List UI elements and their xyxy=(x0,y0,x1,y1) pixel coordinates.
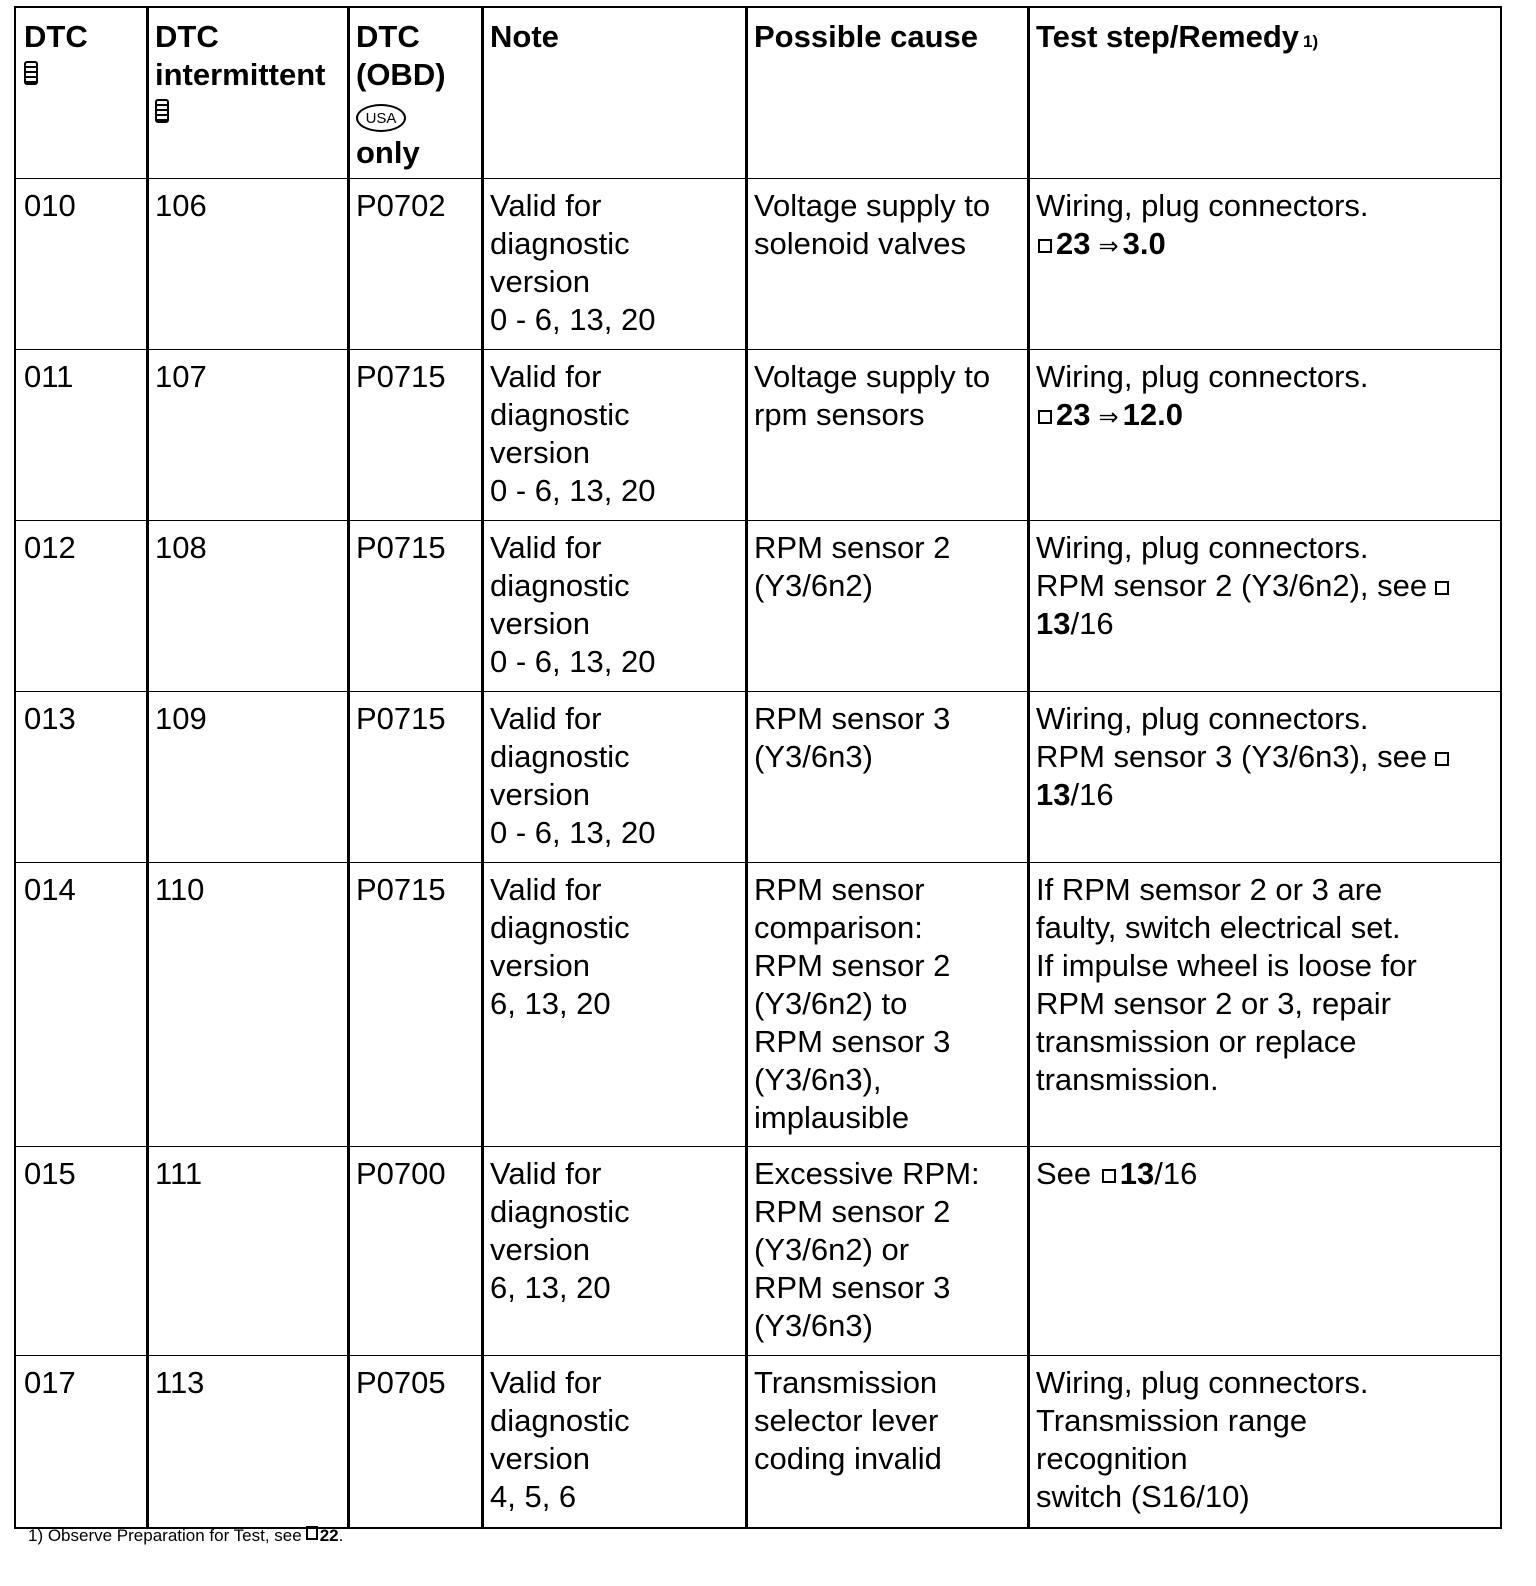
cell-dtc: 017 xyxy=(16,1356,147,1527)
arrow-right-icon: ⇒ xyxy=(1098,404,1119,431)
cell-intermittent: 108 xyxy=(147,521,348,692)
table-row xyxy=(16,521,1500,692)
header-row xyxy=(16,8,1500,179)
footnote: 1) Observe Preparation for Test, see 22. xyxy=(28,1526,344,1545)
table-row xyxy=(16,863,1500,1147)
document-ref-icon xyxy=(1102,1169,1116,1183)
arrow-right-icon: ⇒ xyxy=(1098,233,1119,260)
cell-obd: P0705 xyxy=(348,1356,482,1527)
cell-intermittent: 113 xyxy=(147,1356,348,1527)
dtc-table-wrapper xyxy=(14,6,1498,1529)
cell-note: Valid for diagnostic version 6, 13, 20 xyxy=(482,863,746,1147)
table-row xyxy=(16,1147,1500,1356)
cell-remedy: Wiring, plug connectors. Transmission range recognition switch (S16/10) xyxy=(1028,1356,1500,1527)
cell-obd: P0715 xyxy=(348,350,482,521)
cell-remedy: See 13/16 xyxy=(1028,1147,1500,1356)
document-ref-icon xyxy=(1038,410,1052,424)
table-row xyxy=(16,1356,1500,1527)
cell-remedy: Wiring, plug connectors. RPM sensor 3 (Y3/6n3), see 13/16 xyxy=(1028,692,1500,863)
table-row xyxy=(16,692,1500,863)
cell-dtc: 012 xyxy=(16,521,147,692)
header-possible-cause: Possible cause xyxy=(746,8,1028,179)
cell-note: Valid for diagnostic version 0 - 6, 13, 20 xyxy=(482,521,746,692)
header-test-step: Test step/Remedy 1) xyxy=(1028,8,1500,179)
header-dtc-intermittent: DTC intermittent xyxy=(147,8,348,179)
cell-remedy: Wiring, plug connectors. 23 ⇒ 3.0 xyxy=(1028,179,1500,350)
document-ref-icon xyxy=(1038,239,1052,253)
cell-intermittent: 110 xyxy=(147,863,348,1147)
cell-cause: Voltage supply to rpm sensors xyxy=(746,350,1028,521)
header-dtc-obd: DTC (OBD) USA only xyxy=(348,8,482,179)
tester-icon xyxy=(24,61,38,85)
cell-note: Valid for diagnostic version 4, 5, 6 xyxy=(482,1356,746,1527)
cell-intermittent: 107 xyxy=(147,350,348,521)
cell-dtc: 010 xyxy=(16,179,147,350)
cell-intermittent: 109 xyxy=(147,692,348,863)
document-ref-icon xyxy=(1435,752,1449,766)
header-dtc: DTC xyxy=(16,8,147,179)
cell-note: Valid for diagnostic version 6, 13, 20 xyxy=(482,1147,746,1356)
cell-cause: RPM sensor 3 (Y3/6n3) xyxy=(746,692,1028,863)
cell-cause: RPM sensor 2 (Y3/6n2) xyxy=(746,521,1028,692)
table-row xyxy=(16,350,1500,521)
cell-obd: P0715 xyxy=(348,863,482,1147)
usa-badge-icon: USA xyxy=(356,104,406,132)
cell-dtc: 015 xyxy=(16,1147,147,1356)
dtc-table xyxy=(14,6,1502,1529)
cell-remedy: Wiring, plug connectors. RPM sensor 2 (Y3/6n2), see 13/16 xyxy=(1028,521,1500,692)
cell-dtc: 013 xyxy=(16,692,147,863)
cell-cause: RPM sensor comparison: RPM sensor 2 (Y3/6n2) to RPM sensor 3 (Y3/6n3), implausible xyxy=(746,863,1028,1147)
cell-dtc: 011 xyxy=(16,350,147,521)
cell-obd: P0702 xyxy=(348,179,482,350)
cell-intermittent: 111 xyxy=(147,1147,348,1356)
cell-remedy: If RPM semsor 2 or 3 are faulty, switch electrical set. If impulse wheel is loose for RPM sensor 2 or 3, repair transmission or replace transmission. xyxy=(1028,863,1500,1147)
cell-dtc: 014 xyxy=(16,863,147,1147)
cell-note: Valid for diagnostic version 0 - 6, 13, 20 xyxy=(482,350,746,521)
tester-icon xyxy=(155,99,169,123)
cell-remedy: Wiring, plug connectors. 23 ⇒ 12.0 xyxy=(1028,350,1500,521)
cell-note: Valid for diagnostic version 0 - 6, 13, 20 xyxy=(482,179,746,350)
header-note: Note xyxy=(482,8,746,179)
document-ref-icon xyxy=(306,1526,318,1540)
cell-cause: Excessive RPM: RPM sensor 2 (Y3/6n2) or RPM sensor 3 (Y3/6n3) xyxy=(746,1147,1028,1356)
cell-cause: Voltage supply to solenoid valves xyxy=(746,179,1028,350)
cell-cause: Transmission selector lever coding invalid xyxy=(746,1356,1028,1527)
cell-intermittent: 106 xyxy=(147,179,348,350)
document-ref-icon xyxy=(1435,581,1449,595)
cell-note: Valid for diagnostic version 0 - 6, 13, 20 xyxy=(482,692,746,863)
table-row xyxy=(16,179,1500,350)
footnote-ref: 1) xyxy=(1303,32,1319,51)
cell-obd: P0715 xyxy=(348,521,482,692)
cell-obd: P0715 xyxy=(348,692,482,863)
cell-obd: P0700 xyxy=(348,1147,482,1356)
